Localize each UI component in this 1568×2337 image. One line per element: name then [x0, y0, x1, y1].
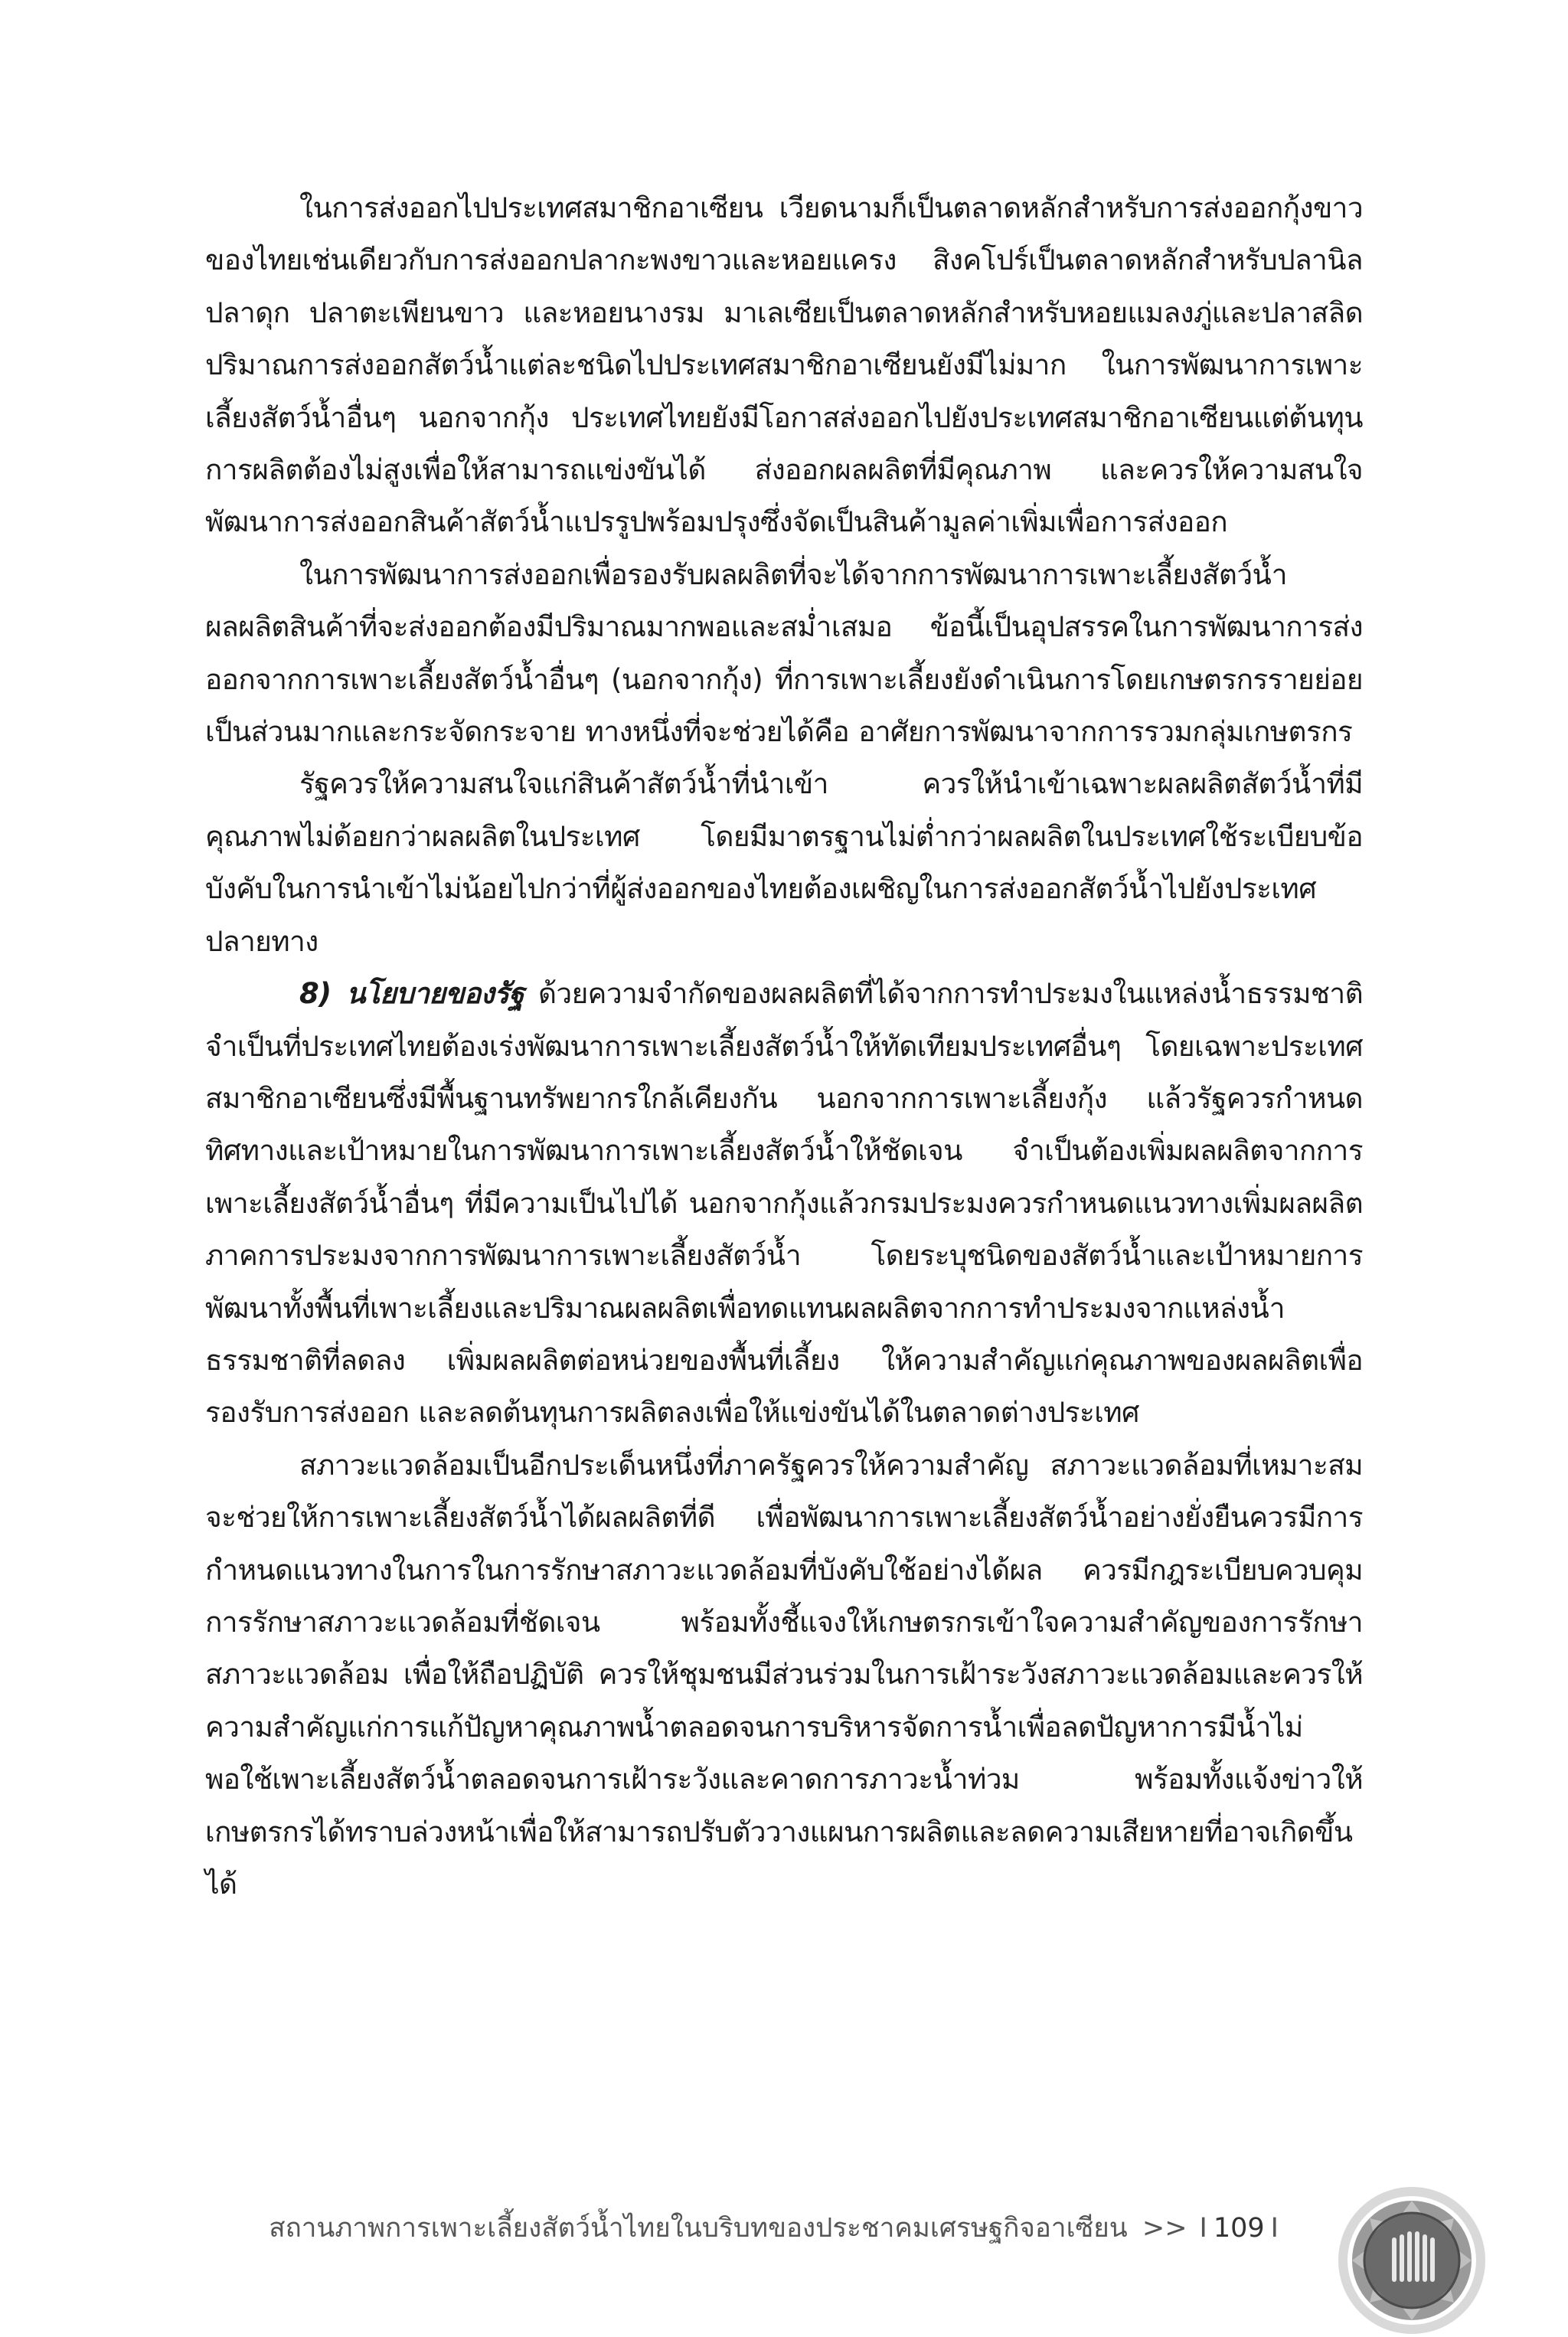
document-body [205, 182, 1363, 1910]
footer-running-title [269, 2207, 1285, 2249]
footer-book-title: สถานภาพการเพาะเลี้ยงสัตว์น้ำไทยในบริบทของประชาคมเศรษฐกิจอาเซียน [269, 2213, 1128, 2244]
paragraph-text: สภาวะแวดล้อมเป็นอีกประเด็นหนึ่งที่ภาครัฐควรให้ความสำคัญ สภาวะแวดล้อมที่เหมาะสมจะช่วยให้การเพาะเลี้ยงสัตว์น้ำได้ผลผลิตที่ดี เพื่อพัฒนาการเพาะเลี้ยงสัตว์น้ำอย่างยั่งยืนควรมีการกำหนดแนวทางในการในการรักษาสภาวะแวดล้อมที่บังคับใช้อย่างได้ผล ควรมีกฎระเบียบควบคุมการรักษาสภาวะแวดล้อมที่ชัดเจน พร้อมทั้งชี้แจงให้เกษตรกรเข้าใจความสำคัญของการรักษาสภาวะแวดล้อม เพื่อให้ถือปฏิบัติ ควรให้ชุมชนมีส่วนร่วมในการเฝ้าระวังสภาวะแวดล้อมและควรให้ความสำคัญแก่การแก้ปัญหาคุณภาพน้ำตลอดจนการบริหารจัดการน้ำเพื่อลดปัญหาการมีน้ำไม่พอใช้เพาะเลี้ยงสัตว์น้ำตลอดจนการเฝ้าระวังและคาดการภาวะน้ำท่วม พร้อมทั้งแจ้งข่าวให้เกษตรกรได้ทราบล่วงหน้าเพื่อให้สามารถปรับตัววางแผนการผลิตและลดความเสียหายที่อาจเกิดขึ้นได้ [205, 1448, 1363, 1901]
paragraph-text: รัฐควรให้ความสนใจแก่สินค้าสัตว์น้ำที่นำเข้า ควรให้นำเข้าเฉพาะผลผลิตสัตว์น้ำที่มีคุณภาพไม่ด้อยกว่าผลผลิตในประเทศ โดยมีมาตรฐานไม่ต่ำกว่าผลผลิตในประเทศใช้ระเบียบข้อบังคับในการนำเข้าไม่น้อยไปกว่าที่ผู้ส่งออกของไทยต้องเผชิญในการส่งออกสัตว์น้ำไปยังประเทศปลายทาง [205, 767, 1363, 958]
paragraph-text: ในการพัฒนาการส่งออกเพื่อรองรับผลผลิตที่จะได้จากการพัฒนาการเพาะเลี้ยงสัตว์น้ำผลผลิตสินค้าที่จะส่งออกต้องมีปริมาณมากพอและสม่ำเสมอ ข้อนี้เป็นอุปสรรคในการพัฒนาการส่งออกจากการเพาะเลี้ยงสัตว์น้ำอื่นๆ (นอกจากกุ้ง) ที่การเพาะเลี้ยงยังดำเนินการโดยเกษตรกรรายย่อยเป็นส่วนมากและกระจัดกระจาย ทางหนึ่งที่จะช่วยได้คือ อาศัยการพัฒนาจากการรวมกลุ่มเกษตรกร [205, 557, 1363, 749]
section-heading-state-policy: 8) นโยบายของรัฐ [299, 977, 524, 1011]
footer-separator-end: I [1270, 2213, 1279, 2244]
paragraph-text: ในการส่งออกไปประเทศสมาชิกอาเซียน เวียดนามก็เป็นตลาดหลักสำหรับการส่งออกกุ้งขาวของไทยเช่นเดียวกับการส่งออกปลากะพงขาวและหอยแครง สิงคโปร์เป็นตลาดหลักสำหรับปลานิล ปลาดุก ปลาตะเพียนขาว และหอยนางรม มาเลเซียเป็นตลาดหลักสำหรับหอยแมลงภู่และปลาสลิด ปริมาณการส่งออกสัตว์น้ำแต่ละชนิดไปประเทศสมาชิกอาเซียนยังมีไม่มาก ในการพัฒนาการเพาะเลี้ยงสัตว์น้ำอื่นๆ นอกจากกุ้ง ประเทศไทยยังมีโอกาสส่งออกไปยังประเทศสมาชิกอาเซียนแต่ต้นทุนการผลิตต้องไม่สูงเพื่อให้สามารถแข่งขันได้ ส่งออกผลผลิตที่มีคุณภาพ และควรให้ความสนใจพัฒนาการส่งออกสินค้าสัตว์น้ำแปรรูปพร้อมปรุงซึ่งจัดเป็นสินค้ามูลค่าเพิ่มเพื่อการส่งออก [205, 191, 1363, 539]
footer-arrows: >> [1142, 2213, 1187, 2244]
paragraph-2 [205, 549, 1363, 759]
page-number: 109 [1213, 2213, 1265, 2244]
paragraph-3 [205, 758, 1363, 968]
paragraph-1 [205, 182, 1363, 549]
asean-emblem-icon [1335, 2184, 1488, 2337]
paragraph-4-state-policy [205, 968, 1363, 1440]
paragraph-5 [205, 1440, 1363, 1911]
page-footer [0, 2184, 1568, 2276]
paragraph-text: ด้วยความจำกัดของผลผลิตที่ได้จากการทำประมงในแหล่งน้ำธรรมชาติ จำเป็นที่ประเทศไทยต้องเร่งพัฒนาการเพาะเลี้ยงสัตว์น้ำให้ทัดเทียมประเทศอื่นๆ โดยเฉพาะประเทศสมาชิกอาเซียนซึ่งมีพื้นฐานทรัพยากรใกล้เคียงกัน นอกจากการเพาะเลี้ยงกุ้ง แล้วรัฐควรกำหนดทิศทางและเป้าหมายในการพัฒนาการเพาะเลี้ยงสัตว์น้ำให้ชัดเจน จำเป็นต้องเพิ่มผลผลิตจากการเพาะเลี้ยงสัตว์น้ำอื่นๆ ที่มีความเป็นไปได้ นอกจากกุ้งแล้วกรมประมงควรกำหนดแนวทางเพิ่มผลผลิตภาคการประมงจากการพัฒนาการเพาะเลี้ยงสัตว์น้ำ โดยระบุชนิดของสัตว์น้ำและเป้าหมายการพัฒนาทั้งพื้นที่เพาะเลี้ยงและปริมาณผลผลิตเพื่อทดแทนผลผลิตจากการทำประมงจากแหล่งน้ำธรรมชาติที่ลดลง เพิ่มผลผลิตต่อหน่วยของพื้นที่เลี้ยง ให้ความสำคัญแก่คุณภาพของผลผลิตเพื่อรองรับการส่งออก และลดต้นทุนการผลิตลงเพื่อให้แข่งขันได้ในตลาดต่างประเทศ [205, 977, 1363, 1430]
footer-separator: I [1199, 2213, 1207, 2244]
